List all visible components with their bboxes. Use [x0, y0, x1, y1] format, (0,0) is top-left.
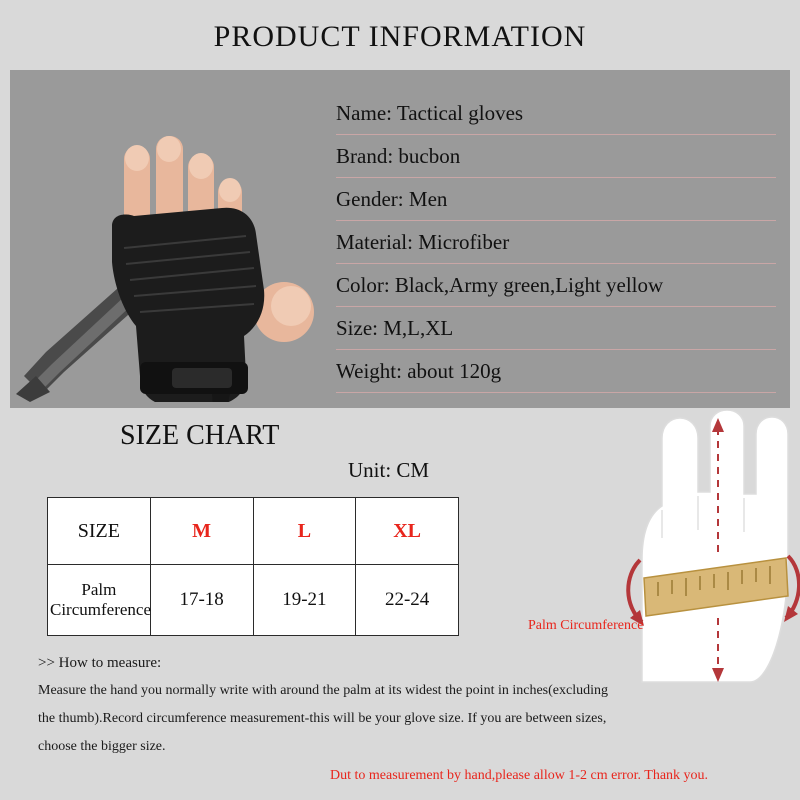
spec-value: Microfiber [418, 230, 510, 254]
spec-key: Name: [336, 101, 397, 125]
spec-value: about 120g [407, 359, 502, 383]
spec-value: bucbon [398, 144, 461, 168]
how-to-measure-block [38, 655, 618, 765]
size-chart-unit: Unit: CM [348, 458, 430, 482]
size-chart-title: SIZE CHART [120, 420, 280, 451]
spec-row-weight [336, 350, 776, 393]
spec-row-gender [336, 178, 776, 221]
cell-palm-xl: 22-24 [356, 565, 459, 636]
cell-palm-l: 19-21 [253, 565, 356, 636]
size-chart-table [47, 497, 459, 636]
spec-value: Tactical gloves [396, 101, 524, 125]
product-photo [16, 76, 326, 402]
spec-key: Material: [336, 230, 419, 254]
table-header-size: SIZE [48, 498, 151, 565]
table-header-l: L [253, 498, 356, 565]
spec-key: Gender: [336, 187, 409, 211]
how-to-measure-line-3: choose the bigger size. [38, 739, 166, 754]
spec-key: Size: [336, 316, 384, 340]
palm-circumference-label: Palm Circumference [528, 618, 644, 633]
spec-value: Black,Army green,Light yellow [394, 273, 664, 297]
spec-key: Color: [336, 273, 395, 297]
spec-row-material [336, 221, 776, 264]
spec-value: Men [408, 187, 448, 211]
row-label-palm-circumference: Palm Circumference [48, 565, 151, 636]
table-row [48, 565, 459, 636]
table-header-xl: XL [356, 498, 459, 565]
spec-key: Brand: [336, 144, 399, 168]
product-spec-list [336, 92, 776, 392]
table-header-m: M [150, 498, 253, 565]
measurement-error-note: Dut to measurement by hand,please allow 1-2 cm error. Thank you. [330, 768, 709, 783]
product-info-panel [10, 70, 790, 408]
cell-palm-m: 17-18 [150, 565, 253, 636]
table-header-row [48, 498, 459, 565]
spec-key: Weight: [336, 359, 408, 383]
spec-row-size [336, 307, 776, 350]
how-to-measure-heading: >> How to measure: [38, 655, 162, 671]
how-to-measure-line-2: the thumb).Record circumference measurement-this will be your glove size. If you are between sizes, [38, 711, 607, 726]
spec-row-color [336, 264, 776, 307]
spec-row-brand [336, 135, 776, 178]
page-title: PRODUCT INFORMATION [213, 20, 587, 53]
spec-value: M,L,XL [383, 316, 454, 340]
hand-measure-diagram [600, 410, 800, 685]
spec-row-name [336, 92, 776, 135]
how-to-measure-line-1: Measure the hand you normally write with around the palm at its widest the point in inches(excluding [38, 683, 608, 698]
